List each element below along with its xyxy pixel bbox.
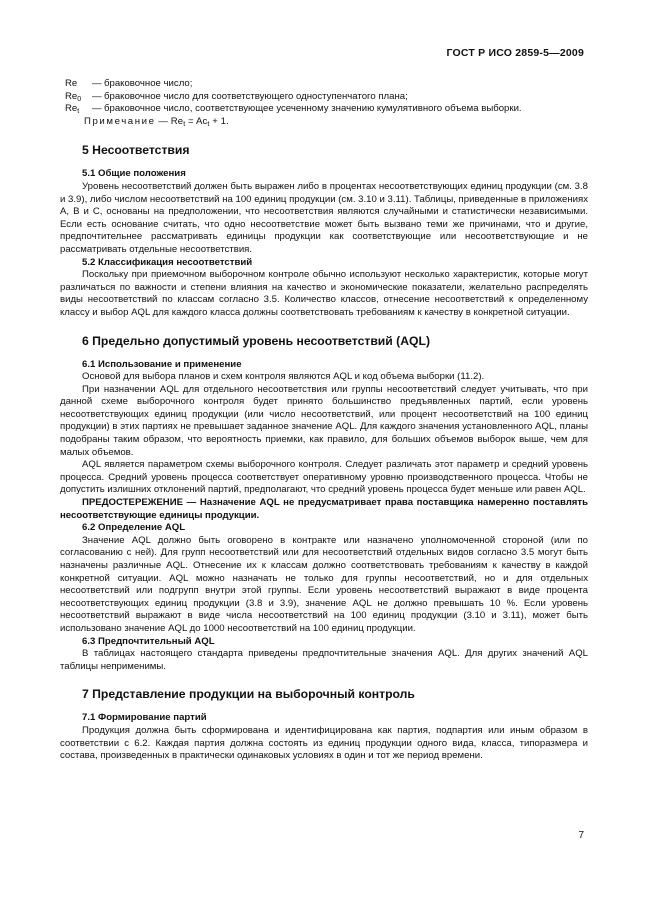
section-6-3-text: В таблицах настоящего стандарта приведены предпочтительные значения AQL. Для других значений AQL таблицы неприменимы. xyxy=(60,648,588,672)
term: Re xyxy=(65,103,78,115)
section-5-title: 5 Несоответствия xyxy=(82,143,190,158)
page-number: 7 xyxy=(578,830,584,841)
section-7-1-title: 7.1 Формирование партий xyxy=(82,712,207,724)
definition-re: Re — браковочное число; xyxy=(65,78,193,89)
section-5-1-title: 5.1 Общие положения xyxy=(82,168,186,180)
section-6-3-title: 6.3 Предпочтительный AQL xyxy=(82,635,215,647)
section-6-2-text: Значение AQL должно быть оговорено в контракте или назначено уполномоченной стороной (или по согласованию с ней). Для групп несоответствий или для несоответствий отдельных видов согласно 3.5 могут быть назначены различные AQL. Отнесение их к классам должно соответствовать требованиям к качеству в каждой конкретной ситуации. AQL можно назначать не только для группы несоответствий, но и для отдельных несоответствий или подгрупп внутри этой группы. Если уровень несоответствий выражают в виде процента несоответствующих единиц продукции (3.8 и 3.9), значение AQL не должно превышать 10 %. Если уровень несоответствий выражают в виде числа несоответствий на 100 единиц продукции (3.10 и 3.11), может быть использовано значение AQL до 1000 несоответствий на 100 единиц продукции. xyxy=(60,534,588,634)
document-body xyxy=(60,78,588,763)
section-6-title: 6 Предельно допустимый уровень несоответствий (AQL) xyxy=(82,333,431,348)
section-6-1-para-3: AQL является параметром схемы выборочного контроля. Следует различать этот параметр и средний уровень процесса. Средний уровень процесса соответствует оперативному уровню производственного процесса. Чтобы не допустить излишних отклонений партий, предполагают, что средний уровень процесса будет меньше или равен AQL. xyxy=(60,459,588,496)
definition-text: браковочное число для соответствующего одноступенчатого плана; xyxy=(104,90,408,102)
note-label: Примечание xyxy=(84,115,156,127)
section-5-2-title: 5.2 Классификация несоответствий xyxy=(82,256,253,268)
note: Примечание — $Re_t = Ac_t + 1$. xyxy=(84,115,229,128)
term: Re xyxy=(65,78,78,89)
term: Re xyxy=(65,90,78,102)
document-header: ГОСТ Р ИСО 2859-5—2009 xyxy=(446,47,584,59)
definition-text: браковочное число; xyxy=(104,78,193,89)
section-6-1-para-1: Основой для выбора планов и схем контроля являются AQL и код объема выборки (11.2). xyxy=(82,371,485,383)
definition-ret: $Re_t$ — браковочное число, соответствующее усеченному значению кумулятивного объема выборки. xyxy=(65,103,522,116)
section-6-1-para-2: При назначении AQL для отдельного несоответствия или группы несоответствий следует учитывать, что при данной схеме выборочного контроля будет принято большинство предъявленных партий, если уровень несоответствующих единиц продукции (или число несоответствий, или процент несоответствий на 100 единиц продукции) в этих партиях не превышает заданное значение AQL. Для каждого значения установленного AQL, планы подобраны таким образом, что вероятность приемки, как правило, для больших объемов выборок выше, чем для малых объемов. xyxy=(60,383,588,458)
section-6-1-title: 6.1 Использование и применение xyxy=(82,358,242,370)
definition-re0: $Re_0$ — браковочное число для соответствующего одноступенчатого плана; xyxy=(65,90,408,103)
section-7-1-text: Продукция должна быть сформирована и идентифицирована как партия, подпартия или иным образом в соответствии с 6.2. Каждая партия должна состоять из единиц продукции одного вида, класса, типоразмера и состава, произведенных в практически одинаковых условиях в один и тот же период времени. xyxy=(60,724,588,762)
section-5-2-text: Поскольку при приемочном выборочном контроле обычно используют несколько характеристик, которые могут различаться по важности и степени влияния на качество и экономические показатели, желательно распределять виды несоответствий по классам согласно 3.5. Количество классов, отнесение несоответствий к определенному классу и выбор AQL для каждого класса должны соответствовать требованиям к качеству в конкретной ситуации. xyxy=(60,269,588,318)
section-6-2-title: 6.2 Определение AQL xyxy=(82,522,186,534)
section-5-1-text: Уровень несоответствий должен быть выражен либо в процентах несоответствующих единиц продукции (см. 3.8 и 3.9), либо числом несоответствий на 100 единиц продукции (см. 3.10 и 3.11). Таблицы, приведенные в приложениях А, В и С, основаны на предположении, что несоответствия являются случайными и статистически независимыми. Если есть основание считать, что одно несоответствие может быть вызвано теми же причинами, что и другие, предпочтительнее рассматривать единицы продукции как соответствующие или несоответствующие и не рассматривать отдельные несоответствия. xyxy=(60,180,588,255)
section-7-title: 7 Представление продукции на выборочный контроль xyxy=(82,687,415,702)
warning-text: ПРЕДОСТЕРЕЖЕНИЕ — Назначение AQL не предусматривает права поставщика намеренно поставлять несоответствующие единицы продукции. xyxy=(60,497,588,521)
definition-text: браковочное число, соответствующее усеченному значению кумулятивного объема выборки. xyxy=(104,103,522,115)
